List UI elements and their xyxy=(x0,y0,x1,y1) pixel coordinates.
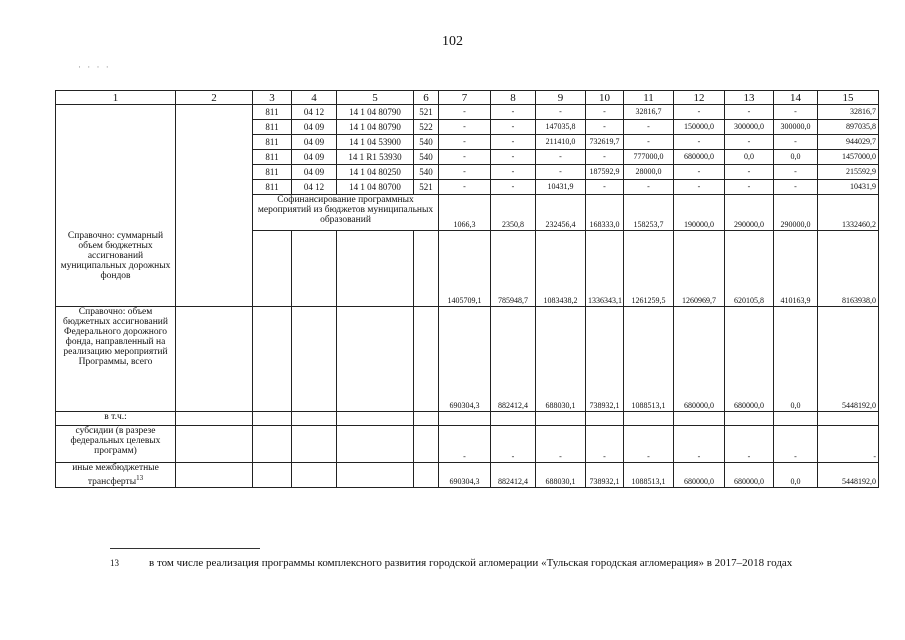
value-cell: - xyxy=(491,150,536,165)
value-cell: - xyxy=(624,135,674,150)
column-number: 14 xyxy=(774,91,818,105)
empty-cell xyxy=(292,307,337,412)
value-cell: - xyxy=(774,426,818,463)
total-cell: 10431,9 xyxy=(818,180,879,195)
target-article-code: 14 1 04 80250 xyxy=(337,165,414,180)
empty-cell xyxy=(56,120,176,135)
value-cell: 290000,0 xyxy=(725,195,774,231)
empty-cell xyxy=(176,165,253,180)
value-cell: - xyxy=(439,150,491,165)
value-cell: 190000,0 xyxy=(674,195,725,231)
value-cell: - xyxy=(491,426,536,463)
empty-cell xyxy=(292,463,337,488)
budget-code-row xyxy=(56,135,879,150)
value-cell: 1336343,1 xyxy=(586,231,624,307)
value-cell: 785948,7 xyxy=(491,231,536,307)
expense-type-code: 522 xyxy=(414,120,439,135)
footnote xyxy=(110,556,850,570)
column-number: 10 xyxy=(586,91,624,105)
value-cell: - xyxy=(725,165,774,180)
value-cell: 1083438,2 xyxy=(536,231,586,307)
column-number: 7 xyxy=(439,91,491,105)
empty-cell xyxy=(491,412,536,426)
empty-cell xyxy=(176,150,253,165)
value-cell: - xyxy=(674,135,725,150)
value-cell: - xyxy=(439,105,491,120)
empty-cell xyxy=(176,231,253,307)
value-cell: - xyxy=(624,180,674,195)
value-cell: 1261259,5 xyxy=(624,231,674,307)
empty-cell xyxy=(439,412,491,426)
empty-cell xyxy=(56,135,176,150)
empty-cell xyxy=(624,412,674,426)
empty-cell xyxy=(253,412,292,426)
empty-cell xyxy=(414,307,439,412)
value-cell: - xyxy=(491,165,536,180)
section-code: 04 12 xyxy=(292,105,337,120)
value-cell: - xyxy=(725,135,774,150)
subsidies-row xyxy=(56,426,879,463)
value-cell: 290000,0 xyxy=(774,195,818,231)
cofinancing-row xyxy=(56,195,879,231)
empty-cell xyxy=(414,231,439,307)
value-cell: 680000,0 xyxy=(674,463,725,488)
budget-code-row xyxy=(56,120,879,135)
value-cell: - xyxy=(674,165,725,180)
scan-speck: · · · · xyxy=(78,62,111,72)
ref-municipal-row xyxy=(56,231,879,307)
expense-type-code: 521 xyxy=(414,180,439,195)
expense-type-code: 521 xyxy=(414,105,439,120)
total-cell: 897035,8 xyxy=(818,120,879,135)
empty-cell xyxy=(818,412,879,426)
empty-cell xyxy=(56,150,176,165)
value-cell: 680000,0 xyxy=(725,307,774,412)
value-cell: - xyxy=(439,165,491,180)
total-cell: 32816,7 xyxy=(818,105,879,120)
total-cell: 944029,7 xyxy=(818,135,879,150)
total-cell: 215592,9 xyxy=(818,165,879,180)
value-cell: - xyxy=(586,180,624,195)
empty-cell xyxy=(725,412,774,426)
including-label: в т.ч.: xyxy=(56,412,176,426)
budget-table xyxy=(55,90,879,488)
including-row xyxy=(56,412,879,426)
empty-cell xyxy=(176,463,253,488)
empty-cell xyxy=(176,105,253,120)
value-cell: - xyxy=(491,135,536,150)
value-cell: 232456,4 xyxy=(536,195,586,231)
empty-cell xyxy=(176,412,253,426)
value-cell: 882412,4 xyxy=(491,307,536,412)
value-cell: 0,0 xyxy=(725,150,774,165)
value-cell: 688030,1 xyxy=(536,307,586,412)
value-cell: 777000,0 xyxy=(624,150,674,165)
value-cell: - xyxy=(725,105,774,120)
expense-type-code: 540 xyxy=(414,150,439,165)
value-cell: 168333,0 xyxy=(586,195,624,231)
column-number: 5 xyxy=(337,91,414,105)
total-cell: 5448192,0 xyxy=(818,307,879,412)
value-cell: 410163,9 xyxy=(774,231,818,307)
empty-cell xyxy=(176,426,253,463)
value-cell: 0,0 xyxy=(774,150,818,165)
value-cell: 28000,0 xyxy=(624,165,674,180)
value-cell: - xyxy=(774,165,818,180)
value-cell: 1088513,1 xyxy=(624,307,674,412)
empty-cell xyxy=(253,463,292,488)
value-cell: 10431,9 xyxy=(536,180,586,195)
value-cell: 150000,0 xyxy=(674,120,725,135)
column-number: 13 xyxy=(725,91,774,105)
value-cell: 882412,4 xyxy=(491,463,536,488)
value-cell: - xyxy=(491,180,536,195)
footnote-text: в том числе реализация программы комплексного развития городской агломерации «Тульская городская агломерация» в 2017–2018 годах xyxy=(149,557,793,569)
ministry-code: 811 xyxy=(253,165,292,180)
ministry-code: 811 xyxy=(253,105,292,120)
value-cell: - xyxy=(624,426,674,463)
ref-municipal-label: Справочно: суммарный объем бюджетных ассигнований муниципальных дорожных фондов xyxy=(56,231,176,307)
value-cell: 738932,1 xyxy=(586,307,624,412)
empty-cell xyxy=(176,120,253,135)
column-number-row xyxy=(56,91,879,105)
target-article-code: 14 1 04 80790 xyxy=(337,105,414,120)
value-cell: 680000,0 xyxy=(725,463,774,488)
empty-cell xyxy=(176,195,253,231)
value-cell: - xyxy=(674,180,725,195)
footnote-separator xyxy=(110,548,260,549)
other-transfers-label xyxy=(56,463,176,488)
column-number: 9 xyxy=(536,91,586,105)
empty-cell xyxy=(674,412,725,426)
ministry-code: 811 xyxy=(253,135,292,150)
value-cell: 620105,8 xyxy=(725,231,774,307)
value-cell: 2350,8 xyxy=(491,195,536,231)
section-code: 04 09 xyxy=(292,150,337,165)
value-cell: 1088513,1 xyxy=(624,463,674,488)
target-article-code: 14 1 04 80700 xyxy=(337,180,414,195)
empty-cell xyxy=(176,180,253,195)
budget-code-rows xyxy=(56,105,879,195)
empty-cell xyxy=(292,231,337,307)
value-cell: 0,0 xyxy=(774,463,818,488)
column-number: 1 xyxy=(56,91,176,105)
value-cell: 32816,7 xyxy=(624,105,674,120)
target-article-code: 14 1 04 53900 xyxy=(337,135,414,150)
budget-code-row xyxy=(56,150,879,165)
value-cell: - xyxy=(586,105,624,120)
value-cell: 680000,0 xyxy=(674,307,725,412)
empty-cell xyxy=(56,180,176,195)
section-code: 04 09 xyxy=(292,165,337,180)
empty-cell xyxy=(176,135,253,150)
value-cell: - xyxy=(536,105,586,120)
value-cell: 1260969,7 xyxy=(674,231,725,307)
empty-cell xyxy=(414,463,439,488)
value-cell: - xyxy=(725,180,774,195)
ref-federal-row xyxy=(56,307,879,412)
budget-code-row xyxy=(56,180,879,195)
value-cell: - xyxy=(774,105,818,120)
total-cell: 8163938,0 xyxy=(818,231,879,307)
value-cell: - xyxy=(439,426,491,463)
value-cell: - xyxy=(624,120,674,135)
value-cell: - xyxy=(586,426,624,463)
other-transfers-text: иные межбюджетные трансферты xyxy=(72,463,159,488)
target-article-code: 14 1 04 80790 xyxy=(337,120,414,135)
value-cell: 690304,3 xyxy=(439,463,491,488)
value-cell: 211410,0 xyxy=(536,135,586,150)
section-code: 04 09 xyxy=(292,135,337,150)
value-cell: 147035,8 xyxy=(536,120,586,135)
empty-cell xyxy=(56,195,176,231)
empty-cell xyxy=(292,412,337,426)
ref-federal-label: Справочно: объем бюджетных ассигнований Федерального дорожного фонда, направленный на реализацию мероприятий Программы, всего xyxy=(56,307,176,412)
value-cell: - xyxy=(774,180,818,195)
footnote-ref: 13 xyxy=(136,474,144,482)
value-cell: - xyxy=(439,120,491,135)
empty-cell xyxy=(337,231,414,307)
column-number: 2 xyxy=(176,91,253,105)
page-number: 102 xyxy=(442,34,463,49)
value-cell: 738932,1 xyxy=(586,463,624,488)
value-cell: - xyxy=(536,150,586,165)
value-cell: 680000,0 xyxy=(674,150,725,165)
total-cell: - xyxy=(818,426,879,463)
value-cell: 1405709,1 xyxy=(439,231,491,307)
value-cell: - xyxy=(774,135,818,150)
value-cell: 158253,7 xyxy=(624,195,674,231)
value-cell: - xyxy=(536,426,586,463)
value-cell: 300000,0 xyxy=(725,120,774,135)
column-number: 12 xyxy=(674,91,725,105)
value-cell: 300000,0 xyxy=(774,120,818,135)
value-cell: - xyxy=(536,165,586,180)
empty-cell xyxy=(56,165,176,180)
ministry-code: 811 xyxy=(253,180,292,195)
empty-cell xyxy=(253,307,292,412)
expense-type-code: 540 xyxy=(414,135,439,150)
total-cell: 1457000,0 xyxy=(818,150,879,165)
value-cell: - xyxy=(725,426,774,463)
value-cell: 1066,3 xyxy=(439,195,491,231)
value-cell: - xyxy=(586,150,624,165)
empty-cell xyxy=(253,231,292,307)
value-cell: - xyxy=(586,120,624,135)
column-number: 8 xyxy=(491,91,536,105)
empty-cell xyxy=(414,412,439,426)
empty-cell xyxy=(337,412,414,426)
column-number: 11 xyxy=(624,91,674,105)
empty-cell xyxy=(337,307,414,412)
value-cell: 732619,7 xyxy=(586,135,624,150)
value-cell: 690304,3 xyxy=(439,307,491,412)
value-cell: - xyxy=(674,105,725,120)
target-article-code: 14 1 R1 53930 xyxy=(337,150,414,165)
value-cell: - xyxy=(491,105,536,120)
empty-cell xyxy=(414,426,439,463)
total-cell: 1332460,2 xyxy=(818,195,879,231)
empty-cell xyxy=(253,426,292,463)
value-cell: 187592,9 xyxy=(586,165,624,180)
section-code: 04 12 xyxy=(292,180,337,195)
empty-cell xyxy=(536,412,586,426)
empty-cell xyxy=(774,412,818,426)
other-transfers-row xyxy=(56,463,879,488)
budget-code-row xyxy=(56,165,879,180)
column-number: 15 xyxy=(818,91,879,105)
section-code: 04 09 xyxy=(292,120,337,135)
ministry-code: 811 xyxy=(253,150,292,165)
value-cell: - xyxy=(491,120,536,135)
empty-cell xyxy=(292,426,337,463)
empty-cell xyxy=(176,307,253,412)
footnote-mark: 13 xyxy=(110,558,119,568)
value-cell: - xyxy=(674,426,725,463)
value-cell: 688030,1 xyxy=(536,463,586,488)
empty-cell xyxy=(56,105,176,120)
column-number: 6 xyxy=(414,91,439,105)
ministry-code: 811 xyxy=(253,120,292,135)
empty-cell xyxy=(586,412,624,426)
value-cell: - xyxy=(439,135,491,150)
value-cell: - xyxy=(439,180,491,195)
empty-cell xyxy=(337,463,414,488)
cofinancing-label: Софинансирование программных мероприятий из бюджетов муниципальных образований xyxy=(253,195,439,231)
value-cell: 0,0 xyxy=(774,307,818,412)
column-number: 3 xyxy=(253,91,292,105)
subsidies-label: субсидии (в разрезе федеральных целевых программ) xyxy=(56,426,176,463)
total-cell: 5448192,0 xyxy=(818,463,879,488)
column-number: 4 xyxy=(292,91,337,105)
expense-type-code: 540 xyxy=(414,165,439,180)
budget-code-row xyxy=(56,105,879,120)
empty-cell xyxy=(337,426,414,463)
